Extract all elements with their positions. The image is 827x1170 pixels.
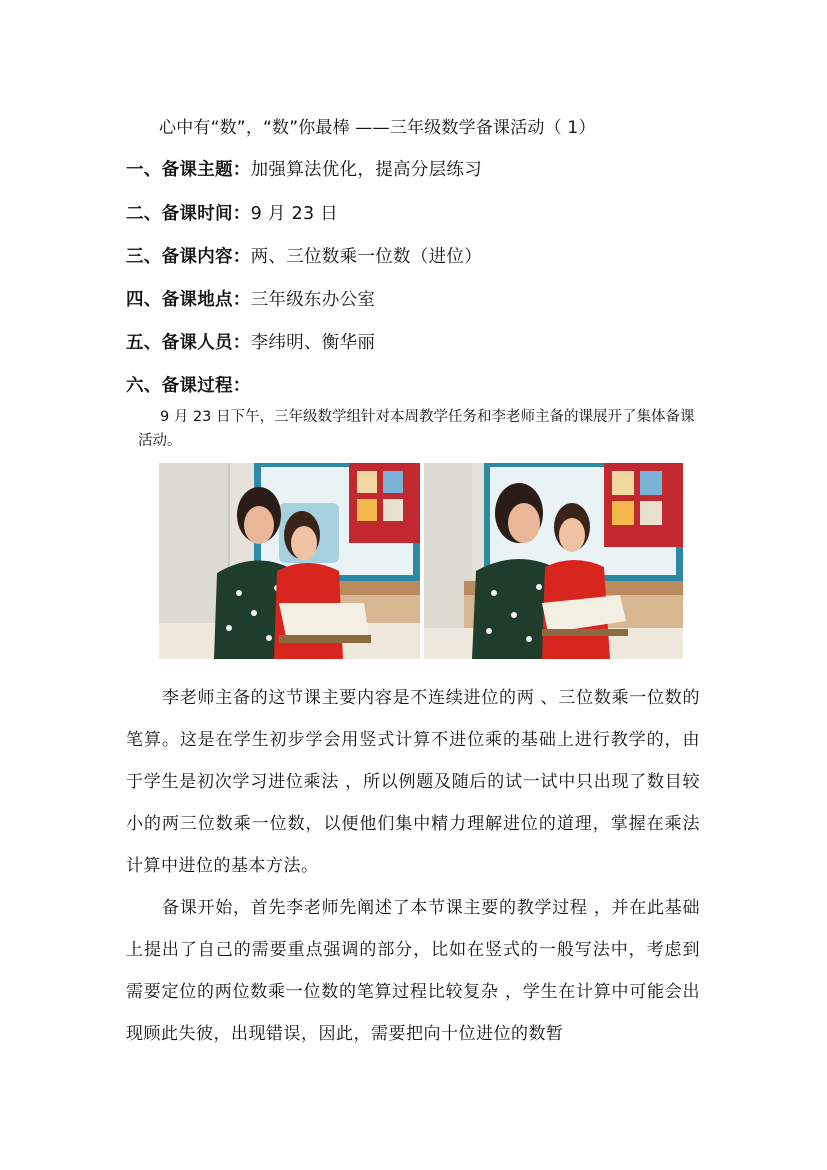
item-time <box>126 200 338 225</box>
item-people <box>126 329 375 354</box>
photo-right <box>424 463 683 659</box>
item-topic <box>126 156 482 181</box>
item-location <box>126 286 375 311</box>
item-label: 二、备课时间： <box>126 204 251 224</box>
item-value: 加强算法优化，提高分层练习 <box>250 160 483 180</box>
item-value: 9 月 23 日 <box>250 204 339 224</box>
item-content <box>126 243 482 268</box>
item-label: 三、备课内容： <box>126 247 251 267</box>
item-value: 三年级东办公室 <box>250 290 376 310</box>
item-label: 六、备课过程： <box>126 376 251 396</box>
item-label: 一、备课主题： <box>126 160 251 180</box>
item-label: 四、备课地点： <box>126 290 251 310</box>
item-label: 五、备课人员： <box>126 333 251 353</box>
item-value: 李纬明、衡华丽 <box>250 333 376 353</box>
body-paragraph: 备课开始，首先李老师先阐述了本节课主要的教学过程 ，并在此基础上提出了自己的需要重点强调的部分，比如在竖式的一般写法中，考虑到需要定位的两位数乘一位数的笔算过程比较复杂 ，学生在计算中可能会出现顾此失彼，出现错误，因此，需要把向十位进位的数暂 <box>126 898 700 1044</box>
photo-left <box>159 463 420 659</box>
item-process <box>126 372 251 397</box>
intro-paragraph: 9 月 23 日下午，三年级数学组针对本周教学任务和李老师主备的课展开了集体备课活动。 <box>138 409 695 449</box>
item-value: 两、三位数乘一位数（进位） <box>250 247 483 267</box>
body-paragraph: 李老师主备的这节课主要内容是不连续进位的两 、三位数乘一位数的笔算。这是在学生初步学会用竖式计算不进位乘的基础上进行教学的，由于学生是初次学习进位乘法 ，所以例题及随后的试一试中只出现了数目较小的两三位数乘一位数，以便他们集中精力理解进位的道理，掌握在乘法计算中进位的基本方法。 <box>126 688 700 876</box>
document-title: 心中有“数”，“数”你最棒 ——三年级数学备课活动（ 1） <box>159 118 596 138</box>
